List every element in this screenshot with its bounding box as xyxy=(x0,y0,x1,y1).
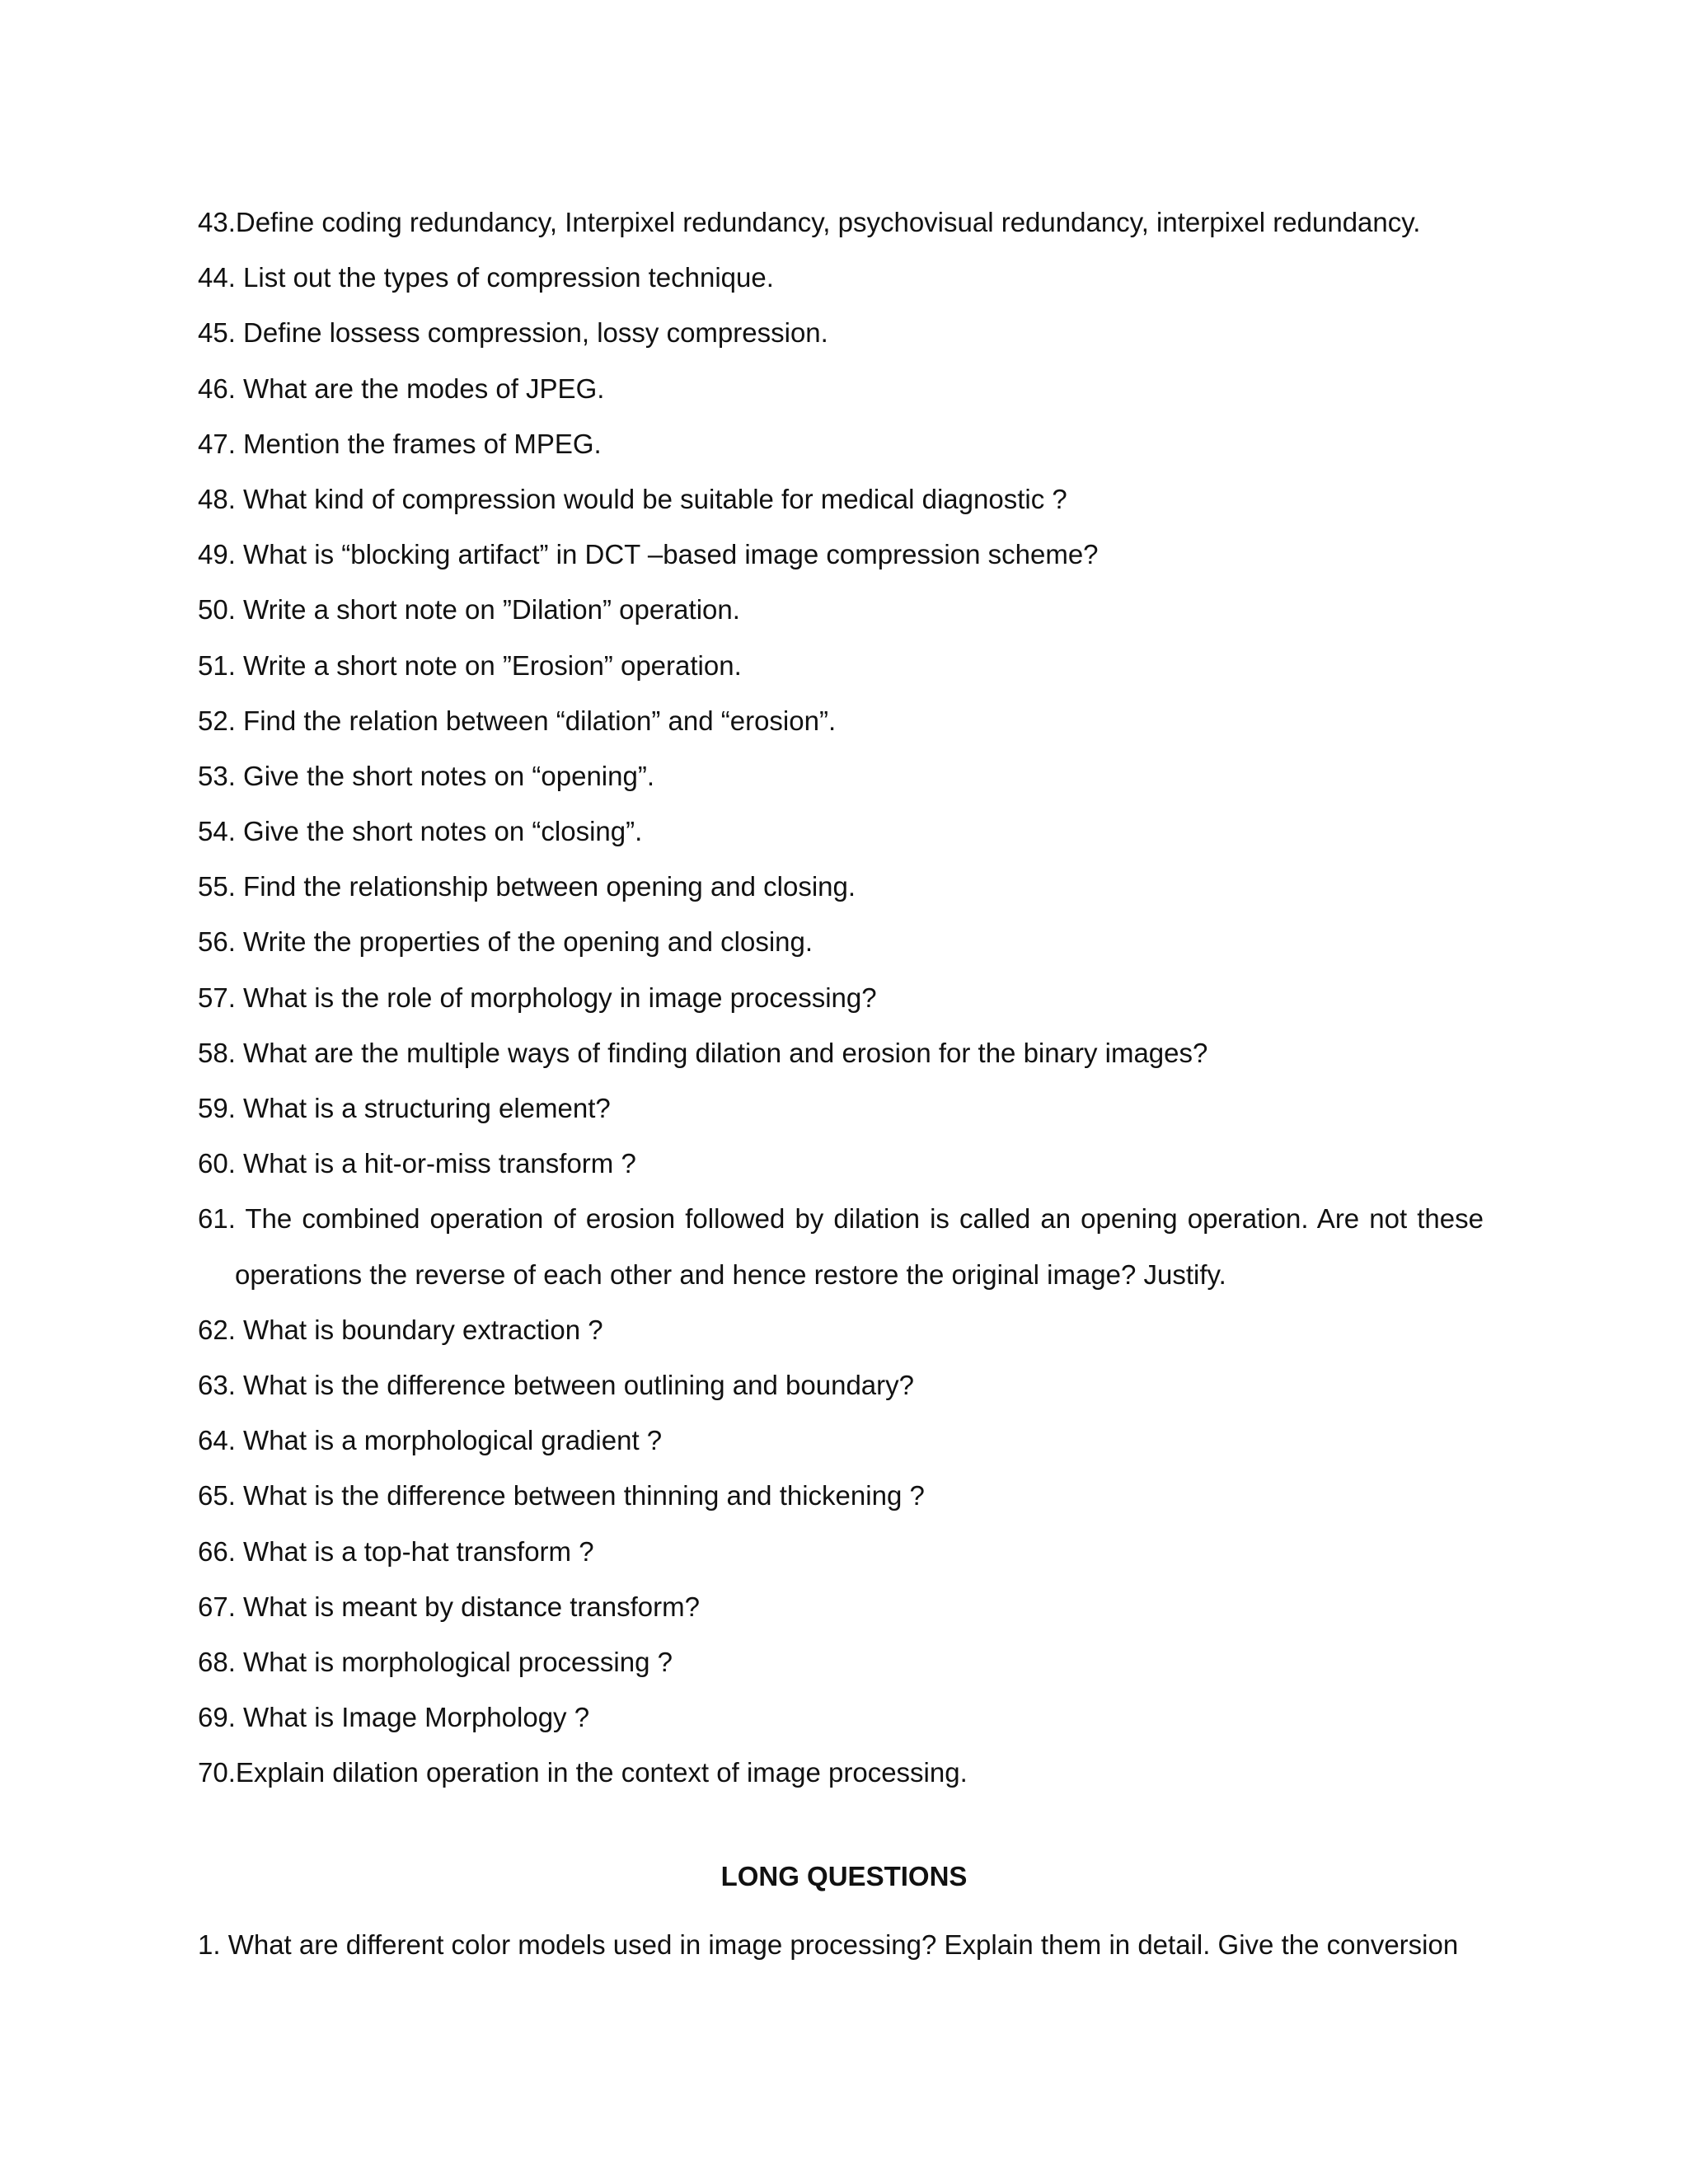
question-item: 55. Find the relationship between opening and closing. xyxy=(198,871,856,902)
question-item: 49. What is “blocking artifact” in DCT –based image compression scheme? xyxy=(198,539,1099,570)
question-item: 58. What are the multiple ways of finding dilation and erosion for the binary images? xyxy=(198,1037,1208,1068)
question-item: 64. What is a morphological gradient ? xyxy=(198,1425,663,1456)
section-heading-long-questions: LONG QUESTIONS xyxy=(720,1861,968,1891)
question-item: 54. Give the short notes on “closing”. xyxy=(198,816,643,847)
question-item: 51. Write a short note on ”Erosion” operation. xyxy=(198,649,742,681)
question-item: 67. What is meant by distance transform? xyxy=(198,1591,700,1622)
question-item: 50. Write a short note on ”Dilation” operation. xyxy=(198,594,740,626)
question-item: 68. What is morphological processing ? xyxy=(198,1646,673,1677)
question-item: 53. Give the short notes on “opening”. xyxy=(198,760,655,791)
question-item: 62. What is boundary extraction ? xyxy=(198,1314,603,1345)
long-question-item: 1. What are different color models used in image processing? Explain them in detail. Give the conversion xyxy=(198,1929,1459,1960)
question-item: 47. Mention the frames of MPEG. xyxy=(198,428,602,459)
short-question-list xyxy=(198,194,1484,1800)
question-item: 65. What is the difference between thinning and thickening ? xyxy=(198,1480,925,1511)
question-item: 52. Find the relation between “dilation” and “erosion”. xyxy=(198,705,837,736)
question-item: 44. List out the types of compression technique. xyxy=(198,262,774,293)
question-item: 70.Explain dilation operation in the context of image processing. xyxy=(198,1757,968,1788)
question-item: 46. What are the modes of JPEG. xyxy=(198,373,605,404)
question-item: 56. Write the properties of the opening and closing. xyxy=(198,926,814,958)
question-item: 69. What is Image Morphology ? xyxy=(198,1702,590,1733)
question-item: 43.Define coding redundancy, Interpixel redundancy, psychovisual redundancy, interpixel redundancy. xyxy=(198,207,1421,237)
question-item: 63. What is the difference between outlining and boundary? xyxy=(198,1369,914,1400)
question-item: 61. The combined operation of erosion followed by dilation is called an opening operation. Are not these operations the reverse of each other and hence restore the original image? Justify. xyxy=(198,1203,1484,1290)
question-item: 59. What is a structuring element? xyxy=(198,1093,611,1123)
question-item: 60. What is a hit-or-miss transform ? xyxy=(198,1148,636,1179)
question-item: 57. What is the role of morphology in image processing? xyxy=(198,982,877,1013)
question-item: 45. Define lossess compression, lossy compression. xyxy=(198,317,828,349)
question-item: 66. What is a top-hat transform ? xyxy=(198,1535,594,1567)
question-item: 48. What kind of compression would be suitable for medical diagnostic ? xyxy=(198,483,1067,514)
